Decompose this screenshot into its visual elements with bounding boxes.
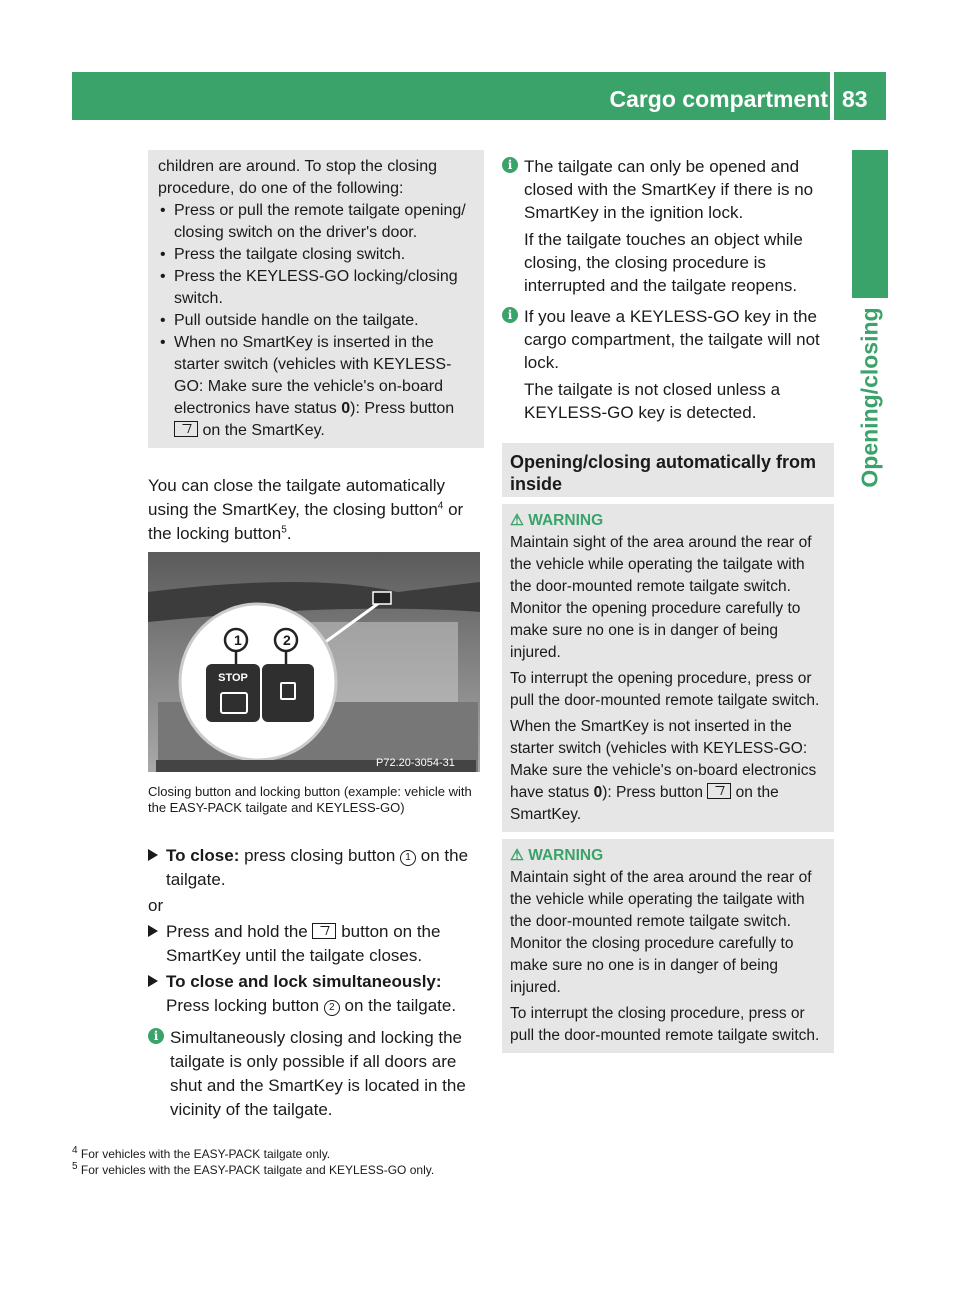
warning-text: To interrupt the closing procedure, press or pull the door-mounted remote tailgate switch. — [510, 1005, 820, 1044]
box-bullet: • Press or pull the remote tailgate opening/ closing switch on the driver's door. — [158, 200, 476, 244]
info-note: i Simultaneously closing and locking the tailgate is only possible if all doors are shut and the SmartKey is located in the vicinity of the tailgate. — [148, 1026, 482, 1122]
warning-text: When the SmartKey is not inserted in the starter switch (vehicles with KEYLESS-GO: Make sure the vehicle's on-board electronics have status 0): Press button on the SmartKey. — [510, 718, 817, 823]
side-tab-label: Opening/closing — [856, 307, 883, 488]
box-intro: children are around. To stop the closing procedure, do one of the following: — [158, 158, 437, 197]
smartkey-tailgate-icon — [174, 421, 198, 437]
step-to-close: To close: press closing button 1 on the tailgate. — [148, 844, 482, 892]
right-info-notes — [502, 155, 832, 424]
header-separator — [830, 72, 834, 120]
info-icon: i — [148, 1028, 164, 1044]
tailgate-figure — [148, 552, 480, 772]
figure-caption: Closing button and locking button (example: vehicle with the EASY-PACK tailgate and KEYLESS-GO) — [148, 784, 472, 815]
box-bullet-smartkey: • When no SmartKey is inserted in the starter switch (vehicles with KEYLESS-GO: Make sure the vehicle's on-board electronics have status 0): Press button on the SmartKey. — [158, 332, 476, 442]
warning-title: ⚠ WARNING — [510, 512, 604, 529]
callout-2: 2 — [283, 632, 291, 648]
step-arrow-icon — [148, 925, 158, 937]
closing-button-icon — [220, 692, 248, 714]
or-label: or — [148, 896, 164, 915]
info-icon: i — [502, 157, 518, 173]
section-heading: Opening/closing automatically from inside — [502, 443, 834, 497]
callout-2-inline: 2 — [324, 1000, 340, 1016]
callout-1: 1 — [234, 632, 242, 648]
step-press-hold: Press and hold the button on the SmartKey until the tailgate closes. — [148, 920, 482, 968]
warning-triangle-icon: ⚠ — [510, 847, 524, 864]
info-note-ignition: i The tailgate can only be opened and closed with the SmartKey if there is no SmartKey in the ignition lock. If the tailgate touches an object while closing, the closing procedure is interrupted and the tailgate reopens. — [502, 155, 832, 297]
figure-code: P72.20-3054-31 — [376, 757, 455, 769]
step-close-lock-body: Press locking button 2 on the tailgate. — [166, 996, 457, 1015]
lock-icon — [280, 682, 296, 700]
warning-text: To interrupt the opening procedure, press or pull the door-mounted remote tailgate switch. — [510, 670, 820, 709]
footnote-5: $^5$ For vehicles with the EASY-PACK tailgate and KEYLESS-GO only. — [72, 1161, 435, 1177]
footnotes — [72, 1146, 772, 1178]
smartkey-tailgate-icon — [707, 783, 731, 799]
continued-warning-box — [148, 150, 484, 448]
footnote-4: $^4$ For vehicles with the EASY-PACK tailgate only. — [72, 1145, 331, 1161]
warning-box-closing — [502, 839, 834, 1053]
tailgate-illustration — [148, 552, 480, 772]
step-close-lock-heading: To close and lock simultaneously: — [148, 970, 482, 994]
warning-text: Maintain sight of the area around the rear of the vehicle while operating the tailgate with the door-mounted remote tailgate switch. Monitor the opening procedure carefully to make sure no one is in danger of being injured. — [510, 534, 812, 661]
footnote-ref-5: 5 — [281, 524, 287, 536]
left-instructions — [148, 844, 482, 1122]
warning-triangle-icon: ⚠ — [510, 512, 524, 529]
intro-paragraph: You can close the tailgate automatically using the SmartKey, the closing button$^4$ or the locking button$^5$. — [148, 476, 464, 543]
box-bullet: • Press the KEYLESS-GO locking/closing switch. — [158, 266, 476, 310]
warning-box-opening — [502, 504, 834, 832]
footnote-ref-4: 4 — [437, 500, 444, 512]
step-arrow-icon — [148, 975, 158, 987]
info-note-keyless: i If you leave a KEYLESS-GO key in the cargo compartment, the tailgate will not lock. The tailgate is not closed unless a KEYLESS-GO key is detected. — [502, 305, 832, 424]
warning-title: ⚠ WARNING — [510, 847, 604, 864]
page-title: Cargo compartment — [609, 86, 828, 112]
box-bullet: • Pull outside handle on the tailgate. — [158, 310, 476, 332]
warning-text: Maintain sight of the area around the rear of the vehicle while operating the tailgate with the door-mounted remote tailgate switch. Monitor the closing procedure carefully to make sure no one is in danger of being injured. — [510, 869, 812, 996]
step-arrow-icon — [148, 849, 158, 861]
stop-label: STOP — [218, 672, 248, 684]
smartkey-tailgate-icon — [312, 923, 336, 939]
box-bullet: • Press the tailgate closing switch. — [158, 244, 476, 266]
info-icon: i — [502, 307, 518, 323]
callout-1-inline: 1 — [400, 850, 416, 866]
page-number: 83 — [842, 86, 868, 112]
